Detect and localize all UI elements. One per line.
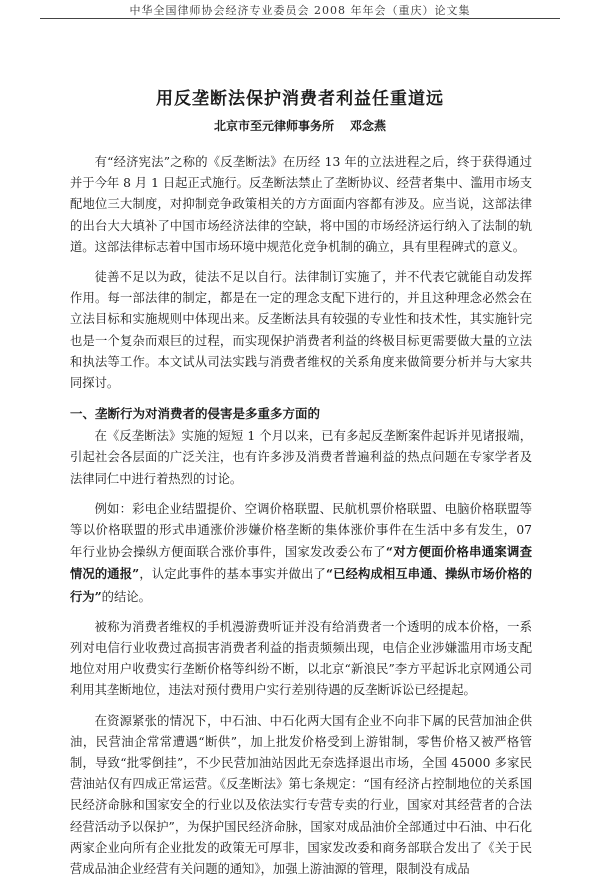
affiliation: 北京市至元律师事务所 <box>213 119 334 133</box>
paragraph-purpose: 徒善不足以为政，徒法不足以自行。法律制订实施了，并不代表它就能自动发挥作用。每一部法律的制定，都是在一定的理念支配下进行的，并且这种理念必然会在立法目标和实施规则中体现出来。反垄断法具有较强的专业性和技术性，其实施针完也是一个复杂而艰巨的过程，而实现保护消费者利益的终极目标更需要做大量的立法和执法等工作。本文试从司法实践与消费者维权的关系角度来做简要分析并与大家共同探讨。 <box>70 270 532 391</box>
report-title: “对方便面价格串通案调查情况的通报” <box>70 544 532 582</box>
author-line <box>0 117 600 134</box>
section-heading-1: 一、垄断行为对消费者的侵害是多重多方面的 <box>70 406 321 422</box>
paragraph-telecom: 被称为消费者维权的手机漫游费听证并没有给消费者一个透明的成本价格，一系列对电信行业收费过高损害消费者利益的指责频频出现，电信企业涉嫌滥用市场支配地位对用户收费实行垄断价格等纠纷不断，以北京“新浪民”李方平起诉北京网通公司利用其垄断地位，违法对预付费用户实行差别待遇的反垄断诉讼已经提起。 <box>70 619 532 698</box>
text-span: ，认定此事件的基本事实并做出了 <box>139 567 326 582</box>
text-span: 例如：彩电企业结盟提价、空调价格联盟、民航机票价格联盟、电脑价格联盟等等以价格联盟的形式串通涨价涉嫌价格垄断的集体涨价事件在生活中多有发生，07 年行业协会操纵方便面联合涨价事件，国家发改委公布了 <box>70 501 532 560</box>
running-header: 中华全国律师协会经济专业委员会 2008 年年会（重庆）论文集 <box>129 4 471 17</box>
paragraph-oil: 在资源紧张的情况下，中石油、中石化两大国有企业不向非下属的民营加油企供油，民营油企常常遭遇“断供”，加上批发价格受到上游钳制，零售价格又被严格管制，导致“批零倒挂”，不少民营加油站因此无奈选择退出市场，全国 45000 多家民营油站仅有四成正常运营。《反垄断法》第七条规定：“国有经济占控制地位的关系国民经济命脉和国家安全的行业以及依法实行专营专卖的行业，国家对其经营者的合法经营活动予以保护”，为保护国民经济命脉，国家对成品油价全部通过中石油、中石化两家企业向所有企业批发的政策无可厚非，国家发改委和商务部联合发出了《关于民营成品油企业经营有关问题的通知》，加强上游油源的管理，限制没有成品 <box>70 713 532 877</box>
text-span: 的结论。 <box>101 589 151 604</box>
article-body <box>70 152 532 889</box>
paragraph-price-alliance <box>70 499 532 608</box>
paragraph-cases-overview: 在《反垄断法》实施的短短 1 个月以来，已有多起反垄断案件起诉并见诸报端，引起社会各层面的广泛关注，也有许多涉及消费者普遍利益的热点问题在专家学者及法律同仁中进行着热烈的讨论。 <box>70 429 532 486</box>
article-title: 用反垄断法保护消费者利益任重道远 <box>156 89 444 109</box>
author-name: 邓念燕 <box>350 119 387 133</box>
paragraph-intro: 有“经济宪法”之称的《反垄断法》在历经 13 年的立法进程之后，终于获得通过并于今年 8 月 1 日起正式施行。反垄断法禁止了垄断协议、经营者集中、滥用市场支配地位三大制度，对抑制竞争政策相关的方方面面内容都有涉及。应当说，这部法律的出台大大填补了中国市场经济法律的空缺，将中国的市场经济运行纳入了法制的轨道。这部法律标志着中国市场环境中规范化竞争机制的确立，具有里程碑式的意义。 <box>70 155 532 254</box>
header-rule <box>40 18 560 19</box>
conclusion-quote: “已经构成相互串通、操纵市场价格的行为” <box>70 566 533 604</box>
